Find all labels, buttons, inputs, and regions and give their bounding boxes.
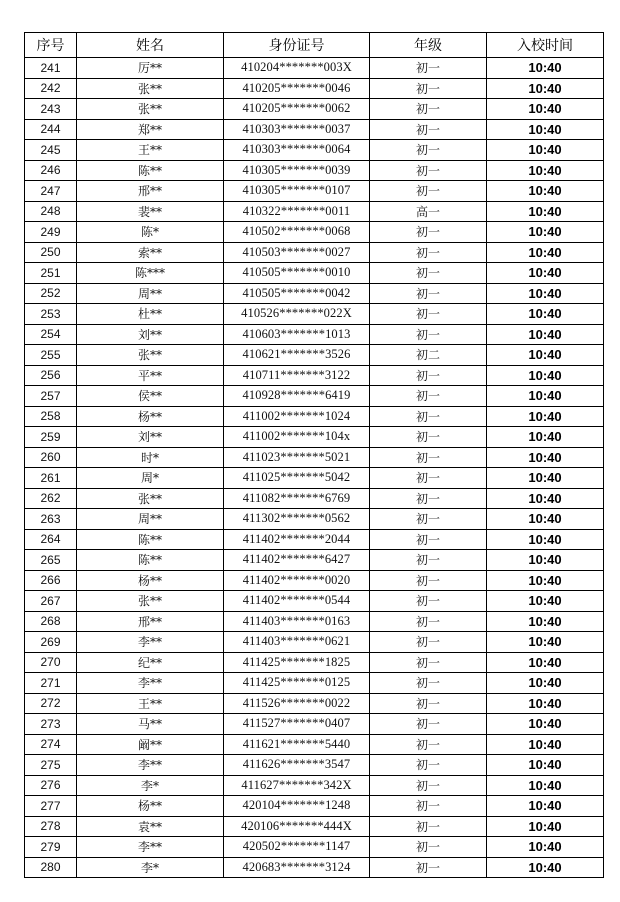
cell-name: 杨** [77,570,224,591]
cell-entry-time: 10:40 [487,632,604,653]
table-row [25,78,604,99]
cell-name: 索** [77,242,224,263]
cell-grade: 初一 [370,550,487,571]
cell-serial: 253 [25,304,77,325]
cell-id-number: 420683*******3124 [224,857,370,878]
cell-entry-time: 10:40 [487,78,604,99]
cell-serial: 245 [25,140,77,161]
cell-id-number: 410204*******003X [224,58,370,79]
cell-id-number: 411627*******342X [224,775,370,796]
cell-entry-time: 10:40 [487,263,604,284]
cell-entry-time: 10:40 [487,693,604,714]
cell-serial: 250 [25,242,77,263]
cell-serial: 265 [25,550,77,571]
table-row [25,99,604,120]
cell-serial: 259 [25,427,77,448]
cell-entry-time: 10:40 [487,447,604,468]
cell-name: 李* [77,857,224,878]
table-row [25,58,604,79]
cell-entry-time: 10:40 [487,283,604,304]
table-body [25,58,604,878]
student-table [24,32,604,878]
table-row [25,673,604,694]
table-row [25,755,604,776]
cell-name: 杨** [77,406,224,427]
cell-grade: 初一 [370,611,487,632]
cell-id-number: 411023*******5021 [224,447,370,468]
cell-name: 李** [77,673,224,694]
cell-grade: 初一 [370,468,487,489]
table-row [25,570,604,591]
cell-id-number: 410711*******3122 [224,365,370,386]
cell-entry-time: 10:40 [487,673,604,694]
header-serial: 序号 [25,33,77,58]
cell-id-number: 410503*******0027 [224,242,370,263]
cell-serial: 241 [25,58,77,79]
cell-grade: 初一 [370,283,487,304]
table-row [25,509,604,530]
cell-serial: 266 [25,570,77,591]
cell-id-number: 411425*******0125 [224,673,370,694]
table-row [25,160,604,181]
header-row [25,33,604,58]
cell-serial: 267 [25,591,77,612]
cell-name: 周** [77,509,224,530]
cell-id-number: 410303*******0064 [224,140,370,161]
cell-entry-time: 10:40 [487,140,604,161]
cell-grade: 初一 [370,365,487,386]
cell-id-number: 410502*******0068 [224,222,370,243]
cell-grade: 初一 [370,78,487,99]
cell-entry-time: 10:40 [487,365,604,386]
cell-id-number: 411403*******0163 [224,611,370,632]
cell-serial: 277 [25,796,77,817]
cell-entry-time: 10:40 [487,201,604,222]
cell-grade: 初一 [370,755,487,776]
cell-serial: 270 [25,652,77,673]
cell-grade: 初一 [370,591,487,612]
table-row [25,304,604,325]
cell-name: 王** [77,693,224,714]
table-row [25,427,604,448]
cell-id-number: 411425*******1825 [224,652,370,673]
cell-name: 侯** [77,386,224,407]
cell-id-number: 411025*******5042 [224,468,370,489]
cell-id-number: 420106*******444X [224,816,370,837]
cell-grade: 初一 [370,119,487,140]
cell-serial: 260 [25,447,77,468]
cell-entry-time: 10:40 [487,304,604,325]
cell-id-number: 411527*******0407 [224,714,370,735]
cell-name: 陈** [77,160,224,181]
cell-id-number: 410303*******0037 [224,119,370,140]
cell-grade: 初一 [370,304,487,325]
cell-name: 陈** [77,529,224,550]
cell-serial: 264 [25,529,77,550]
cell-name: 张** [77,78,224,99]
cell-entry-time: 10:40 [487,406,604,427]
cell-name: 阚** [77,734,224,755]
table-row [25,632,604,653]
cell-grade: 初一 [370,140,487,161]
table-row [25,488,604,509]
cell-grade: 初一 [370,816,487,837]
cell-id-number: 410526*******022X [224,304,370,325]
cell-id-number: 410928*******6419 [224,386,370,407]
cell-serial: 256 [25,365,77,386]
header-id-number: 身份证号 [224,33,370,58]
cell-name: 纪** [77,652,224,673]
cell-name: 时* [77,447,224,468]
cell-id-number: 411403*******0621 [224,632,370,653]
cell-id-number: 411402*******0544 [224,591,370,612]
cell-entry-time: 10:40 [487,324,604,345]
cell-serial: 252 [25,283,77,304]
cell-entry-time: 10:40 [487,242,604,263]
cell-name: 张** [77,99,224,120]
cell-serial: 274 [25,734,77,755]
table-row [25,365,604,386]
cell-name: 陈** [77,550,224,571]
cell-id-number: 411002*******104x [224,427,370,448]
cell-name: 袁** [77,816,224,837]
cell-serial: 242 [25,78,77,99]
cell-entry-time: 10:40 [487,652,604,673]
cell-id-number: 410205*******0046 [224,78,370,99]
cell-entry-time: 10:40 [487,611,604,632]
cell-entry-time: 10:40 [487,734,604,755]
table-row [25,611,604,632]
cell-entry-time: 10:40 [487,837,604,858]
table-row [25,468,604,489]
cell-grade: 初一 [370,99,487,120]
table-row [25,222,604,243]
cell-name: 陈* [77,222,224,243]
cell-name: 马** [77,714,224,735]
cell-grade: 初一 [370,488,487,509]
cell-id-number: 410322*******0011 [224,201,370,222]
header-entry-time: 入校时间 [487,33,604,58]
table-row [25,550,604,571]
cell-grade: 初一 [370,796,487,817]
cell-entry-time: 10:40 [487,816,604,837]
cell-name: 周* [77,468,224,489]
cell-id-number: 410305*******0039 [224,160,370,181]
cell-name: 郑** [77,119,224,140]
cell-entry-time: 10:40 [487,857,604,878]
table-row [25,837,604,858]
cell-grade: 初二 [370,345,487,366]
cell-name: 李** [77,755,224,776]
cell-serial: 263 [25,509,77,530]
cell-id-number: 411302*******0562 [224,509,370,530]
cell-entry-time: 10:40 [487,796,604,817]
cell-id-number: 410505*******0042 [224,283,370,304]
cell-id-number: 411621*******5440 [224,734,370,755]
cell-grade: 初一 [370,263,487,284]
cell-grade: 初一 [370,324,487,345]
cell-name: 厉** [77,58,224,79]
cell-entry-time: 10:40 [487,160,604,181]
cell-entry-time: 10:40 [487,427,604,448]
cell-grade: 初一 [370,775,487,796]
cell-name: 周** [77,283,224,304]
cell-serial: 269 [25,632,77,653]
cell-id-number: 411402*******2044 [224,529,370,550]
table-row [25,447,604,468]
cell-name: 张** [77,345,224,366]
cell-id-number: 410603*******1013 [224,324,370,345]
cell-entry-time: 10:40 [487,386,604,407]
table-row [25,816,604,837]
table-row [25,140,604,161]
cell-serial: 261 [25,468,77,489]
cell-grade: 初一 [370,509,487,530]
cell-id-number: 420502*******1147 [224,837,370,858]
table-row [25,201,604,222]
cell-grade: 初一 [370,673,487,694]
cell-grade: 高一 [370,201,487,222]
cell-id-number: 411402*******6427 [224,550,370,571]
cell-serial: 271 [25,673,77,694]
cell-serial: 248 [25,201,77,222]
table-row [25,857,604,878]
table-row [25,714,604,735]
cell-name: 平** [77,365,224,386]
cell-serial: 273 [25,714,77,735]
cell-serial: 268 [25,611,77,632]
cell-serial: 257 [25,386,77,407]
cell-grade: 初一 [370,693,487,714]
cell-id-number: 411002*******1024 [224,406,370,427]
cell-entry-time: 10:40 [487,714,604,735]
cell-serial: 243 [25,99,77,120]
cell-name: 李** [77,632,224,653]
cell-id-number: 411626*******3547 [224,755,370,776]
table-row [25,324,604,345]
cell-grade: 初一 [370,857,487,878]
cell-serial: 279 [25,837,77,858]
cell-entry-time: 10:40 [487,99,604,120]
cell-grade: 初一 [370,837,487,858]
table-row [25,242,604,263]
cell-grade: 初一 [370,529,487,550]
cell-name: 邢** [77,611,224,632]
cell-entry-time: 10:40 [487,529,604,550]
cell-id-number: 410205*******0062 [224,99,370,120]
header-grade: 年级 [370,33,487,58]
cell-serial: 244 [25,119,77,140]
cell-serial: 262 [25,488,77,509]
cell-grade: 初一 [370,160,487,181]
table-row [25,693,604,714]
cell-name: 李* [77,775,224,796]
cell-grade: 初一 [370,181,487,202]
cell-entry-time: 10:40 [487,755,604,776]
cell-grade: 初一 [370,427,487,448]
cell-name: 王** [77,140,224,161]
table-row [25,529,604,550]
cell-serial: 246 [25,160,77,181]
cell-name: 张** [77,488,224,509]
table-row [25,652,604,673]
cell-entry-time: 10:40 [487,509,604,530]
cell-id-number: 411082*******6769 [224,488,370,509]
cell-serial: 251 [25,263,77,284]
table-row [25,263,604,284]
cell-id-number: 410305*******0107 [224,181,370,202]
table-row [25,734,604,755]
cell-id-number: 410505*******0010 [224,263,370,284]
cell-entry-time: 10:40 [487,222,604,243]
cell-id-number: 410621*******3526 [224,345,370,366]
cell-name: 杜** [77,304,224,325]
cell-grade: 初一 [370,714,487,735]
cell-grade: 初一 [370,632,487,653]
cell-id-number: 420104*******1248 [224,796,370,817]
cell-serial: 272 [25,693,77,714]
cell-grade: 初一 [370,58,487,79]
cell-name: 刘** [77,324,224,345]
cell-serial: 278 [25,816,77,837]
cell-serial: 280 [25,857,77,878]
cell-grade: 初一 [370,242,487,263]
cell-entry-time: 10:40 [487,570,604,591]
cell-grade: 初一 [370,386,487,407]
cell-serial: 258 [25,406,77,427]
cell-grade: 初一 [370,734,487,755]
cell-serial: 247 [25,181,77,202]
table-row [25,181,604,202]
table-row [25,775,604,796]
cell-entry-time: 10:40 [487,119,604,140]
cell-entry-time: 10:40 [487,345,604,366]
cell-name: 邢** [77,181,224,202]
cell-name: 李** [77,837,224,858]
cell-entry-time: 10:40 [487,468,604,489]
cell-grade: 初一 [370,652,487,673]
cell-serial: 275 [25,755,77,776]
cell-name: 陈*** [77,263,224,284]
cell-serial: 254 [25,324,77,345]
table-row [25,283,604,304]
table-row [25,386,604,407]
cell-entry-time: 10:40 [487,775,604,796]
cell-entry-time: 10:40 [487,550,604,571]
header-name: 姓名 [77,33,224,58]
cell-entry-time: 10:40 [487,591,604,612]
cell-entry-time: 10:40 [487,58,604,79]
cell-grade: 初一 [370,406,487,427]
table-row [25,406,604,427]
cell-grade: 初一 [370,570,487,591]
cell-serial: 276 [25,775,77,796]
cell-name: 裴** [77,201,224,222]
cell-grade: 初一 [370,447,487,468]
table-row [25,119,604,140]
cell-entry-time: 10:40 [487,181,604,202]
table-row [25,345,604,366]
cell-name: 刘** [77,427,224,448]
cell-id-number: 411526*******0022 [224,693,370,714]
table-row [25,591,604,612]
cell-id-number: 411402*******0020 [224,570,370,591]
cell-serial: 255 [25,345,77,366]
table-header [25,33,604,58]
cell-name: 杨** [77,796,224,817]
table-row [25,796,604,817]
cell-grade: 初一 [370,222,487,243]
cell-entry-time: 10:40 [487,488,604,509]
cell-serial: 249 [25,222,77,243]
cell-name: 张** [77,591,224,612]
